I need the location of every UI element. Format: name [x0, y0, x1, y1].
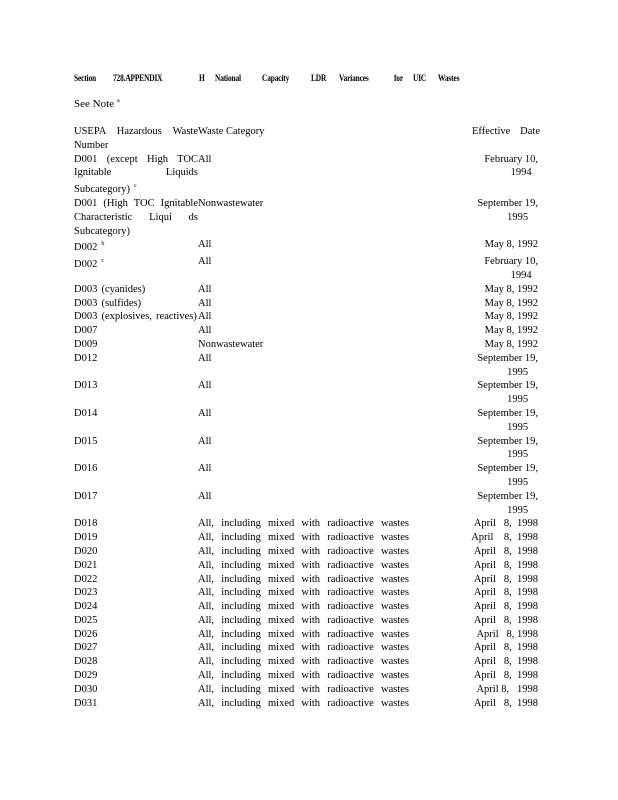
waste-code-cell [74, 283, 198, 297]
effective-date: April 8, 1998 [473, 518, 538, 530]
effective-date-cell [470, 490, 538, 518]
table-row [74, 153, 546, 197]
see-note-text: See Note [74, 98, 115, 110]
column-header-category: Waste Category [198, 126, 265, 137]
header-uic: UIC [413, 74, 427, 84]
effective-date-cell [470, 255, 538, 283]
waste-category: All [198, 463, 212, 475]
effective-date-line: September 19, [477, 407, 538, 419]
waste-category-word: All, [198, 614, 215, 626]
waste-category-word: including [221, 587, 261, 599]
effective-date-year: 1994 [510, 167, 532, 179]
effective-date: April 8, 1998 [473, 587, 538, 599]
header-h: H [199, 74, 205, 84]
waste-code: D024 [74, 601, 98, 613]
table-row [74, 238, 546, 255]
table-row [74, 669, 546, 683]
waste-code: D017 [74, 490, 98, 502]
waste-category-word: mixed [268, 587, 295, 599]
waste-category-word: with [301, 601, 321, 613]
effective-date-year: 1995 [507, 394, 529, 406]
waste-category-word: All, [198, 559, 215, 571]
waste-category-word: including [221, 559, 261, 571]
table-row [74, 324, 546, 338]
waste-code-cell [74, 310, 198, 324]
table-row [74, 683, 546, 697]
table-row [74, 310, 546, 324]
table-row [74, 407, 546, 435]
waste-category-word: radioactive [327, 628, 374, 640]
waste-category-word: radioactive [327, 656, 374, 668]
effective-date [477, 435, 538, 463]
waste-code: D028 [74, 656, 98, 668]
waste-category-word: with [301, 559, 321, 571]
effective-date-cell [470, 379, 538, 407]
waste-category-word: wastes [380, 670, 409, 682]
effective-date-year: 1995 [507, 449, 529, 461]
waste-category-text [198, 655, 409, 669]
waste-category-word: with [301, 573, 321, 585]
effective-date-line: May 8, 1992 [484, 325, 538, 337]
waste-category-word: with [301, 697, 321, 709]
waste-category-word: mixed [268, 601, 295, 613]
effective-date-line: September 19, [477, 490, 538, 502]
effective-date-line: May 8, 1992 [484, 338, 538, 350]
waste-category [198, 559, 470, 573]
waste-code: D012 [74, 352, 98, 364]
effective-date [477, 352, 538, 380]
waste-category: All [198, 153, 212, 165]
waste-code: D003 (cyanides) [74, 283, 146, 295]
effective-date-line: September 19, [477, 463, 538, 475]
waste-category-word: wastes [380, 642, 409, 654]
waste-code: D027 [74, 642, 98, 654]
effective-date-year: 1995 [507, 504, 529, 516]
waste-category-word: including [221, 683, 261, 695]
effective-date [485, 310, 538, 324]
waste-category-word: with [301, 545, 321, 557]
waste-code: D013 [74, 380, 98, 392]
waste-category [198, 697, 470, 711]
waste-code-cell [74, 462, 198, 476]
footnote-marker: c [133, 183, 137, 190]
waste-code-cell [74, 297, 198, 311]
waste-code-cell [74, 197, 198, 238]
column-header-date: Effective Date [472, 126, 540, 137]
effective-date-year: 1995 [507, 211, 529, 223]
waste-code: D003 (sulfides) [74, 297, 142, 309]
waste-category-text [198, 600, 409, 614]
waste-category-word: mixed [268, 697, 295, 709]
effective-date: April 8, 1998 [473, 614, 538, 626]
waste-category-word: mixed [268, 545, 295, 557]
waste-code-cell [74, 407, 198, 421]
waste-category-word: mixed [268, 628, 295, 640]
effective-date: April 8, 1998 [473, 642, 538, 654]
table-row [74, 655, 546, 669]
waste-category-text [198, 683, 409, 697]
waste-category-word: radioactive [327, 601, 374, 613]
effective-date: April 8, 1998 [471, 532, 538, 544]
effective-date-line: May 8, 1992 [484, 297, 538, 309]
waste-category-word: including [221, 614, 261, 626]
effective-date: April 8, 1998 [473, 545, 538, 557]
waste-code: D014 [74, 407, 98, 419]
waste-category-word: with [301, 532, 321, 544]
waste-code: D016 [74, 463, 98, 475]
waste-category-word: including [221, 656, 261, 668]
waste-category [198, 517, 470, 531]
waste-category [198, 573, 470, 587]
waste-category-word: with [301, 683, 321, 695]
waste-category-text [198, 586, 409, 600]
waste-category-word: wastes [380, 614, 409, 626]
table-row [74, 517, 546, 531]
waste-category-word: with [301, 518, 321, 530]
effective-date [485, 238, 538, 252]
effective-date-cell [470, 352, 538, 380]
waste-code: D022 [74, 573, 98, 585]
waste-category-word: including [221, 532, 261, 544]
waste-category-word: wastes [380, 656, 409, 668]
waste-category-text [198, 545, 409, 559]
effective-date-cell [470, 283, 538, 297]
effective-date-line: May 8, 1992 [484, 239, 538, 251]
waste-category-text [198, 559, 409, 573]
waste-category-word: including [221, 697, 261, 709]
effective-date-line: September 19, [477, 352, 538, 364]
effective-date [477, 490, 538, 518]
table-row [74, 197, 546, 238]
waste-code: D002 [74, 242, 98, 254]
table-row [74, 573, 546, 587]
table-row [74, 435, 546, 463]
table-row [74, 462, 546, 490]
waste-category-word: including [221, 601, 261, 613]
waste-category-word: radioactive [327, 697, 374, 709]
table-row [74, 559, 546, 573]
waste-category-word: wastes [380, 628, 409, 640]
waste-category-word: including [221, 670, 261, 682]
waste-code: D026 [74, 628, 98, 640]
effective-date [485, 283, 538, 297]
waste-category-word: including [221, 642, 261, 654]
header-for: for [394, 74, 403, 84]
waste-category-word: mixed [268, 573, 295, 585]
waste-category-word: radioactive [327, 670, 374, 682]
waste-category-word: radioactive [327, 532, 374, 544]
waste-code: D031 [74, 697, 98, 709]
waste-category-word: mixed [268, 642, 295, 654]
effective-date-year: 1995 [507, 476, 529, 488]
see-note-marker: a [117, 98, 120, 104]
variance-table [74, 125, 546, 710]
effective-date-cell [470, 407, 538, 435]
waste-category-word: radioactive [327, 642, 374, 654]
effective-date [484, 153, 538, 181]
waste-category-word: radioactive [327, 683, 374, 695]
effective-date-cell [470, 153, 538, 181]
table-row [74, 255, 546, 283]
waste-code: D003 (explosives, reactives) [74, 311, 197, 323]
waste-category-text [198, 641, 409, 655]
header-national: National [215, 74, 241, 84]
effective-date-cell [470, 338, 538, 352]
waste-category [198, 531, 470, 545]
waste-category-word: All, [198, 601, 215, 613]
waste-category-word: All, [198, 545, 215, 557]
table-row [74, 338, 546, 352]
waste-category-word: radioactive [327, 573, 374, 585]
waste-category-text [198, 573, 409, 587]
waste-code-cell [74, 238, 198, 255]
table-row [74, 586, 546, 600]
column-header-code: USEPA Hazardous Waste Number [74, 126, 198, 151]
effective-date-cell [470, 324, 538, 338]
waste-category-word: mixed [268, 518, 295, 530]
waste-code-cell [74, 352, 198, 366]
effective-date-line: May 8, 1992 [484, 283, 538, 295]
waste-category [198, 614, 470, 628]
waste-category-word: radioactive [327, 559, 374, 571]
waste-category-word: with [301, 670, 321, 682]
effective-date-year: 1995 [507, 421, 529, 433]
waste-category-word: All, [198, 628, 215, 640]
waste-category-word: wastes [380, 587, 409, 599]
effective-date [484, 255, 538, 283]
footnote-marker: b [101, 241, 105, 248]
waste-code-cell [74, 255, 198, 272]
waste-category-word: with [301, 656, 321, 668]
waste-code: D015 [74, 435, 98, 447]
effective-date [485, 338, 538, 352]
waste-category [198, 545, 470, 559]
waste-category-word: mixed [268, 683, 295, 695]
effective-date-cell [470, 297, 538, 311]
waste-category: All [198, 490, 212, 502]
effective-date [477, 462, 538, 490]
waste-category-text [198, 628, 409, 642]
effective-date-line: September 19, [477, 435, 538, 447]
waste-category-word: wastes [380, 518, 409, 530]
waste-category-word: with [301, 614, 321, 626]
waste-code: D021 [74, 559, 98, 571]
header-variances: Variances [339, 74, 369, 84]
waste-code: D025 [74, 614, 98, 626]
waste-category-word: mixed [268, 670, 295, 682]
table-row [74, 379, 546, 407]
waste-category-word: wastes [380, 683, 409, 695]
waste-category: All [198, 311, 212, 323]
waste-category: All [198, 352, 212, 364]
waste-category-word: All, [198, 683, 215, 695]
waste-code: D030 [74, 683, 98, 695]
waste-category-word: with [301, 628, 321, 640]
waste-category-word: wastes [380, 573, 409, 585]
header-capacity: Capacity [262, 74, 290, 84]
waste-category-word: mixed [268, 614, 295, 626]
waste-code-cell [74, 153, 198, 197]
effective-date-line: February 10, [484, 153, 538, 165]
waste-category-word: radioactive [327, 518, 374, 530]
waste-category-text [198, 697, 409, 711]
table-row [74, 531, 546, 545]
header-ldr: LDR [311, 74, 327, 84]
waste-category: All [198, 297, 212, 309]
waste-category: Nonwastewater [198, 338, 264, 350]
waste-category-word: wastes [380, 532, 409, 544]
effective-date [485, 324, 538, 338]
effective-date [477, 197, 538, 225]
effective-date: April 8, 1998 [476, 628, 538, 640]
effective-date-year: 1995 [507, 366, 529, 378]
waste-category-word: All, [198, 670, 215, 682]
waste-code: D020 [74, 545, 98, 557]
waste-category [198, 600, 470, 614]
waste-code: D001 (High TOC Ignitable Characteristic Liqui ds Subcategory) [74, 197, 198, 237]
waste-code-cell [74, 490, 198, 504]
table-row [74, 545, 546, 559]
waste-category-word: All, [198, 697, 215, 709]
waste-category-word: wastes [380, 601, 409, 613]
effective-date-line: September 19, [477, 380, 538, 392]
effective-date-line: February 10, [484, 256, 538, 268]
waste-code: D009 [74, 338, 98, 350]
effective-date: April 8, 1998 [476, 683, 538, 695]
waste-category-word: wastes [380, 545, 409, 557]
waste-category-word: with [301, 587, 321, 599]
waste-category-word: mixed [268, 559, 295, 571]
waste-category-text [198, 669, 409, 683]
waste-category-word: All, [198, 518, 215, 530]
waste-code: D018 [74, 518, 98, 530]
waste-category-word: with [301, 642, 321, 654]
waste-category: All [198, 407, 212, 419]
waste-category-word: including [221, 518, 261, 530]
table-row [74, 697, 546, 711]
waste-code-cell [74, 338, 198, 352]
effective-date: April 8, 1998 [473, 656, 538, 668]
header-section: Section [74, 74, 96, 84]
effective-date-line: September 19, [477, 197, 538, 209]
waste-category-word: All, [198, 642, 215, 654]
effective-date-cell [470, 462, 538, 490]
effective-date-cell [470, 238, 538, 252]
waste-category-word: All, [198, 656, 215, 668]
effective-date-cell [470, 197, 538, 225]
effective-date: April 8, 1998 [473, 559, 538, 571]
effective-date: April 8, 1998 [473, 573, 538, 585]
waste-category-word: including [221, 573, 261, 585]
table-row [74, 352, 546, 380]
waste-category-word: All, [198, 573, 215, 585]
see-note [74, 98, 120, 110]
header-appendix: 728.APPENDIX [113, 74, 163, 84]
waste-category-word: wastes [380, 697, 409, 709]
waste-category [198, 683, 470, 697]
waste-category [198, 655, 470, 669]
waste-category-word: radioactive [327, 587, 374, 599]
header-wastes: Wastes [438, 74, 460, 84]
waste-code: D023 [74, 587, 98, 599]
waste-code: D007 [74, 325, 98, 337]
effective-date [477, 379, 538, 407]
effective-date: April 8, 1998 [473, 601, 538, 613]
waste-category: All [198, 380, 212, 392]
waste-category-word: mixed [268, 532, 295, 544]
table-row [74, 283, 546, 297]
table-body [74, 153, 546, 711]
table-row [74, 641, 546, 655]
table-row [74, 600, 546, 614]
table-row [74, 297, 546, 311]
table-row [74, 614, 546, 628]
waste-category-word: All, [198, 587, 215, 599]
waste-category-text [198, 531, 409, 545]
table-row [74, 628, 546, 642]
waste-category-word: mixed [268, 656, 295, 668]
effective-date [485, 297, 538, 311]
waste-code: D001 (except High TOC Ignitable Liquids Subcategory) [74, 153, 198, 196]
waste-category: All [198, 239, 212, 251]
waste-category-word: including [221, 628, 261, 640]
effective-date-year: 1994 [510, 269, 532, 281]
waste-category: Nonwastewater [198, 197, 264, 209]
table-header-row [74, 125, 546, 153]
waste-category [198, 641, 470, 655]
waste-category: All [198, 256, 212, 268]
waste-category: All [198, 283, 212, 295]
effective-date: April 8, 1998 [473, 697, 538, 709]
waste-code: D029 [74, 670, 98, 682]
waste-code: D019 [74, 532, 98, 544]
waste-category-text [198, 517, 409, 531]
waste-code-cell [74, 379, 198, 393]
effective-date [477, 407, 538, 435]
table-row [74, 490, 546, 518]
waste-category-word: wastes [380, 559, 409, 571]
waste-category [198, 628, 470, 642]
waste-category-word: radioactive [327, 614, 374, 626]
effective-date-cell [470, 310, 538, 324]
effective-date-line: May 8, 1992 [484, 311, 538, 323]
waste-code-cell [74, 435, 198, 449]
waste-category: All [198, 435, 212, 447]
waste-category-word: including [221, 545, 261, 557]
effective-date: April 8, 1998 [473, 670, 538, 682]
effective-date-cell [470, 435, 538, 463]
waste-category-word: All, [198, 532, 215, 544]
footnote-marker: c [101, 258, 105, 265]
waste-category [198, 586, 470, 600]
waste-category [198, 669, 470, 683]
waste-category-text [198, 614, 409, 628]
waste-category: All [198, 325, 212, 337]
waste-code-cell [74, 324, 198, 338]
waste-category-word: radioactive [327, 545, 374, 557]
waste-code: D002 [74, 259, 98, 271]
